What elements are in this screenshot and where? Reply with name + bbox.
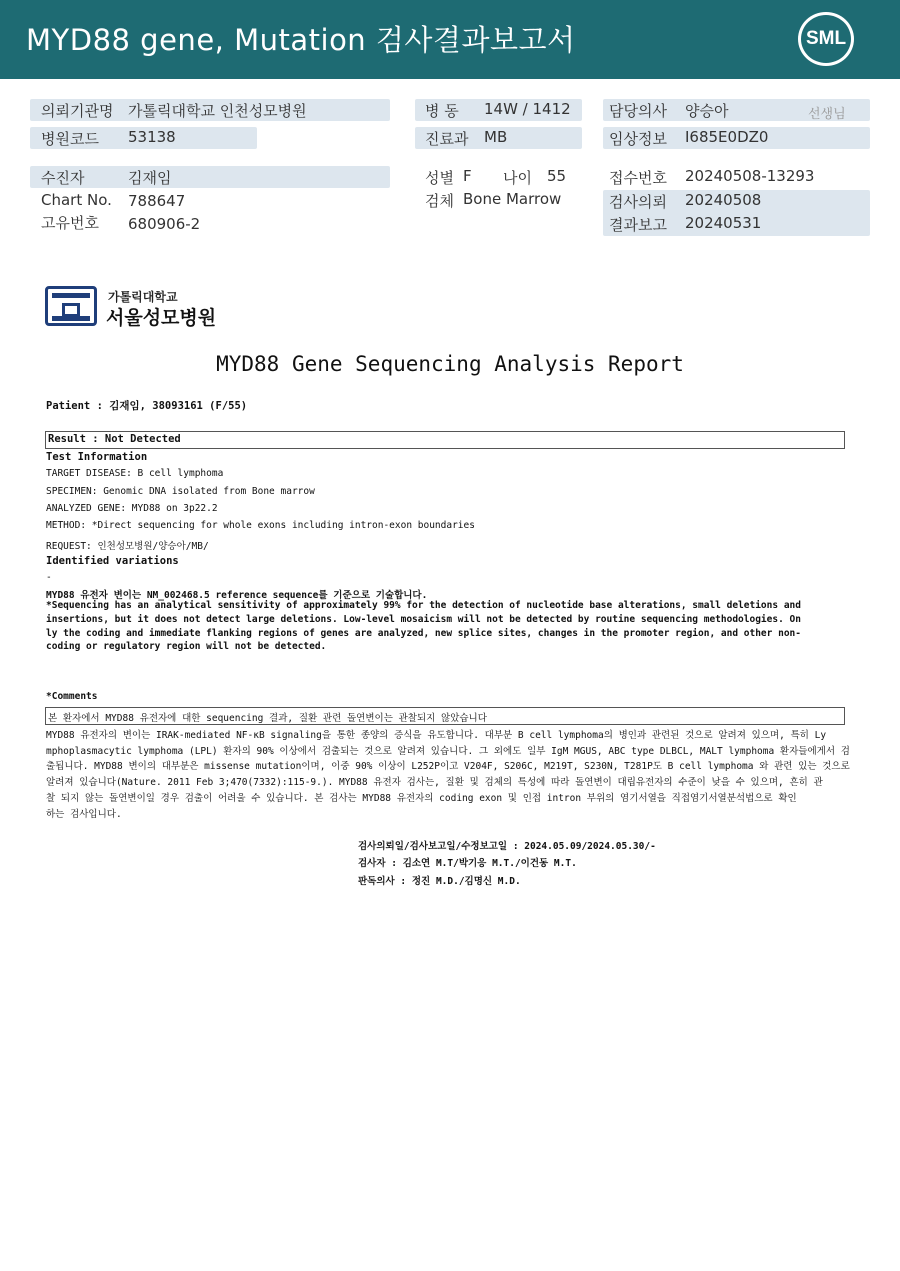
institution-value: 가톨릭대학교 인천성모병원	[128, 102, 307, 120]
comment-line: mphoplasmacytic lymphoma (LPL) 환자의 90% 이상에서 검출되는 것으로 알려져 있습니다. 그 외에도 일부 IgM MGUS, ABC type DLBCL, MALT lymphoma 환자들에게서 검	[46, 746, 850, 757]
comment-line: 하는 검사입니다.	[46, 809, 122, 820]
comments-heading: *Comments	[46, 691, 98, 702]
id-label: 고유번호	[41, 214, 99, 232]
reference-line: MYD88 유전자 변이는 NM_002468.5 reference sequence를 기준으로 기술합니다.	[46, 590, 428, 601]
header-title: MYD88 gene, Mutation 검사결과보고서	[26, 23, 576, 57]
pathologist-line: 판독의사 : 정진 M.D./김명신 M.D.	[358, 876, 521, 887]
clinical-label: 임상정보	[609, 130, 667, 148]
comment-line: MYD88 유전자의 변이는 IRAK-mediated NF-κB signaling을 통한 종양의 증식을 유도합니다. 대부분 B cell lymphoma의 병인과 관련된 것으로 알려져 있으며, 특히 Ly	[46, 730, 827, 741]
report-date-value: 20240531	[685, 214, 762, 232]
report-label: 결과보고	[609, 216, 667, 234]
comment-box-text: 본 환자에서 MYD88 유전자에 대한 sequencing 결과, 질환 관련 돌연변이는 관찰되지 않았습니다	[48, 713, 487, 724]
specimen-value: Bone Marrow	[463, 190, 562, 208]
doctor-value: 양승아	[685, 102, 729, 120]
result-text: Result : Not Detected	[48, 433, 181, 445]
variations-heading: Identified variations	[46, 555, 179, 567]
chart-label: Chart No.	[41, 191, 112, 209]
specimen-label: 검체	[425, 192, 454, 210]
method-line: METHOD: *Direct sequencing for whole exons including intron-exon boundaries	[46, 520, 475, 531]
request-date-value: 20240508	[685, 191, 762, 209]
specimen-line: SPECIMEN: Genomic DNA isolated from Bone marrow	[46, 486, 315, 497]
sml-logo-text: SML	[805, 28, 847, 49]
target-disease: TARGET DISEASE: B cell lymphoma	[46, 468, 224, 479]
doctor-suffix: 선생님	[808, 107, 846, 122]
dates-line: 검사의뢰일/검사보고일/수정보고일 : 2024.05.09/2024.05.30/-	[358, 841, 656, 852]
report-header	[0, 0, 900, 79]
note-line: *Sequencing has an analytical sensitivity of approximately 99% for the detection of nucleotide base alterations, small deletions and	[46, 600, 801, 611]
ward-value: 14W / 1412	[484, 100, 571, 118]
dept-value: MB	[484, 128, 508, 146]
hospital-name-big: 서울성모병원	[106, 307, 217, 329]
test-info-heading: Test Information	[46, 451, 148, 463]
sml-logo	[798, 12, 854, 66]
hospital-name-small: 가톨릭대학교	[108, 290, 178, 304]
accession-value: 20240508-13293	[685, 167, 815, 185]
hospital-emblem-icon	[45, 286, 97, 326]
hospital-code-label: 병원코드	[41, 130, 99, 148]
request-label: 검사의뢰	[609, 193, 667, 211]
note-line: insertions, but it does not detect large deletions. Low-level mosaicism will not be detected by routine sequencing methodologies. On	[46, 614, 801, 625]
age-value: 55	[547, 167, 567, 185]
report-title: MYD88 Gene Sequencing Analysis Report	[216, 352, 684, 376]
comment-line: 알려져 있습니다(Nature. 2011 Feb 3;470(7332):115-9.). MYD88 유전자 검사는, 질환 및 검체의 특성에 따라 돌연변이 대립유전자의 수준이 낮을 수 있으며, 흔히 관	[46, 777, 823, 788]
technician-line: 검사자 : 김소연 M.T/박기응 M.T./이건동 M.T.	[358, 858, 577, 869]
note-line: ly the coding and immediate flanking regions of genes are analyzed, new splice sites, changes in the promoter region, and other non-	[46, 628, 801, 639]
age-label: 나이	[503, 169, 532, 187]
patient-line: Patient : 김재임, 38093161 (F/55)	[46, 400, 248, 412]
analyzed-gene: ANALYZED GENE: MYD88 on 3p22.2	[46, 503, 218, 514]
patient-value: 김재임	[128, 169, 172, 187]
hospital-code-value: 53138	[128, 128, 176, 146]
accession-label: 접수번호	[609, 169, 667, 187]
comment-line: 출됩니다. MYD88 변이의 대부분은 missense mutation이며, 이중 90% 이상이 L252P이고 V204F, S206C, M219T, S230N, T281P도 B cell lymphoma 와 관련 있는 것으로	[46, 761, 850, 772]
id-value: 680906-2	[128, 215, 201, 233]
sex-value: F	[463, 167, 472, 185]
note-line: coding or regulatory region will not be detected.	[46, 641, 327, 652]
institution-label: 의뢰기관명	[41, 102, 114, 120]
sex-label: 성별	[425, 169, 454, 187]
doctor-label: 담당의사	[609, 102, 667, 120]
comment-line: 찰 되지 않는 돌연변이일 경우 검출이 어려울 수 있습니다. 본 검사는 MYD88 유전자의 coding exon 및 인접 intron 부위의 염기서열을 직접염기서열분석법으로 확인	[46, 793, 797, 804]
dept-label: 진료과	[425, 130, 469, 148]
clinical-value: I685E0DZ0	[685, 128, 769, 146]
chart-value: 788647	[128, 192, 186, 210]
patient-label: 수진자	[41, 169, 85, 187]
request-line: REQUEST: 인천성모병원/양승아/MB/	[46, 541, 209, 552]
variations-dash: -	[46, 572, 52, 583]
ward-label: 병 동	[425, 102, 459, 120]
